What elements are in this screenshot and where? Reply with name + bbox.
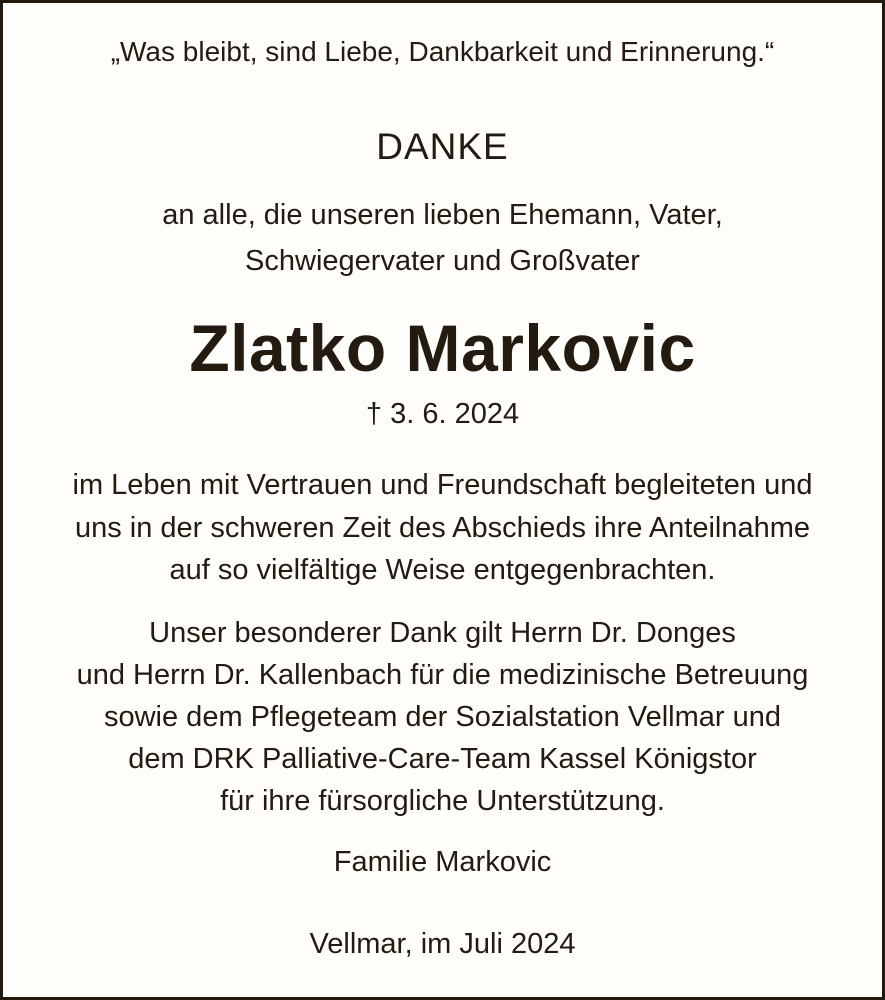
special-thanks-line: dem DRK Palliative-Care-Team Kassel Königstor: [128, 743, 757, 775]
special-thanks-line: sowie dem Pflegeteam der Sozialstation Vellmar und: [103, 701, 782, 733]
intro-line: Schwiegervater und Großvater: [245, 245, 640, 277]
special-thanks-line: und Herrn Dr. Kallenbach für die medizinische Betreuung: [76, 659, 809, 691]
intro-line: an alle, die unseren lieben Ehemann, Vater,: [162, 199, 723, 231]
thanks-line: im Leben mit Vertrauen und Freundschaft begleiteten und: [72, 469, 813, 501]
thanks-line: uns in der schweren Zeit des Abschieds ihre Anteilnahme: [74, 512, 811, 544]
deceased-name: Zlatko Markovic: [189, 311, 696, 385]
thanks-line: auf so vielfältige Weise entgegenbrachten.: [169, 554, 716, 586]
place-date: Vellmar, im Juli 2024: [309, 928, 576, 960]
heading: DANKE: [376, 126, 509, 167]
special-thanks-line: für ihre fürsorgliche Unterstützung.: [220, 785, 665, 817]
signature: Familie Markovic: [333, 846, 552, 878]
quote: „Was bleibt, sind Liebe, Dankbarkeit und Erinnerung.“: [110, 36, 775, 67]
death-date: † 3. 6. 2024: [365, 398, 520, 430]
special-thanks-line: Unser besonderer Dank gilt Herrn Dr. Donges: [149, 617, 736, 649]
